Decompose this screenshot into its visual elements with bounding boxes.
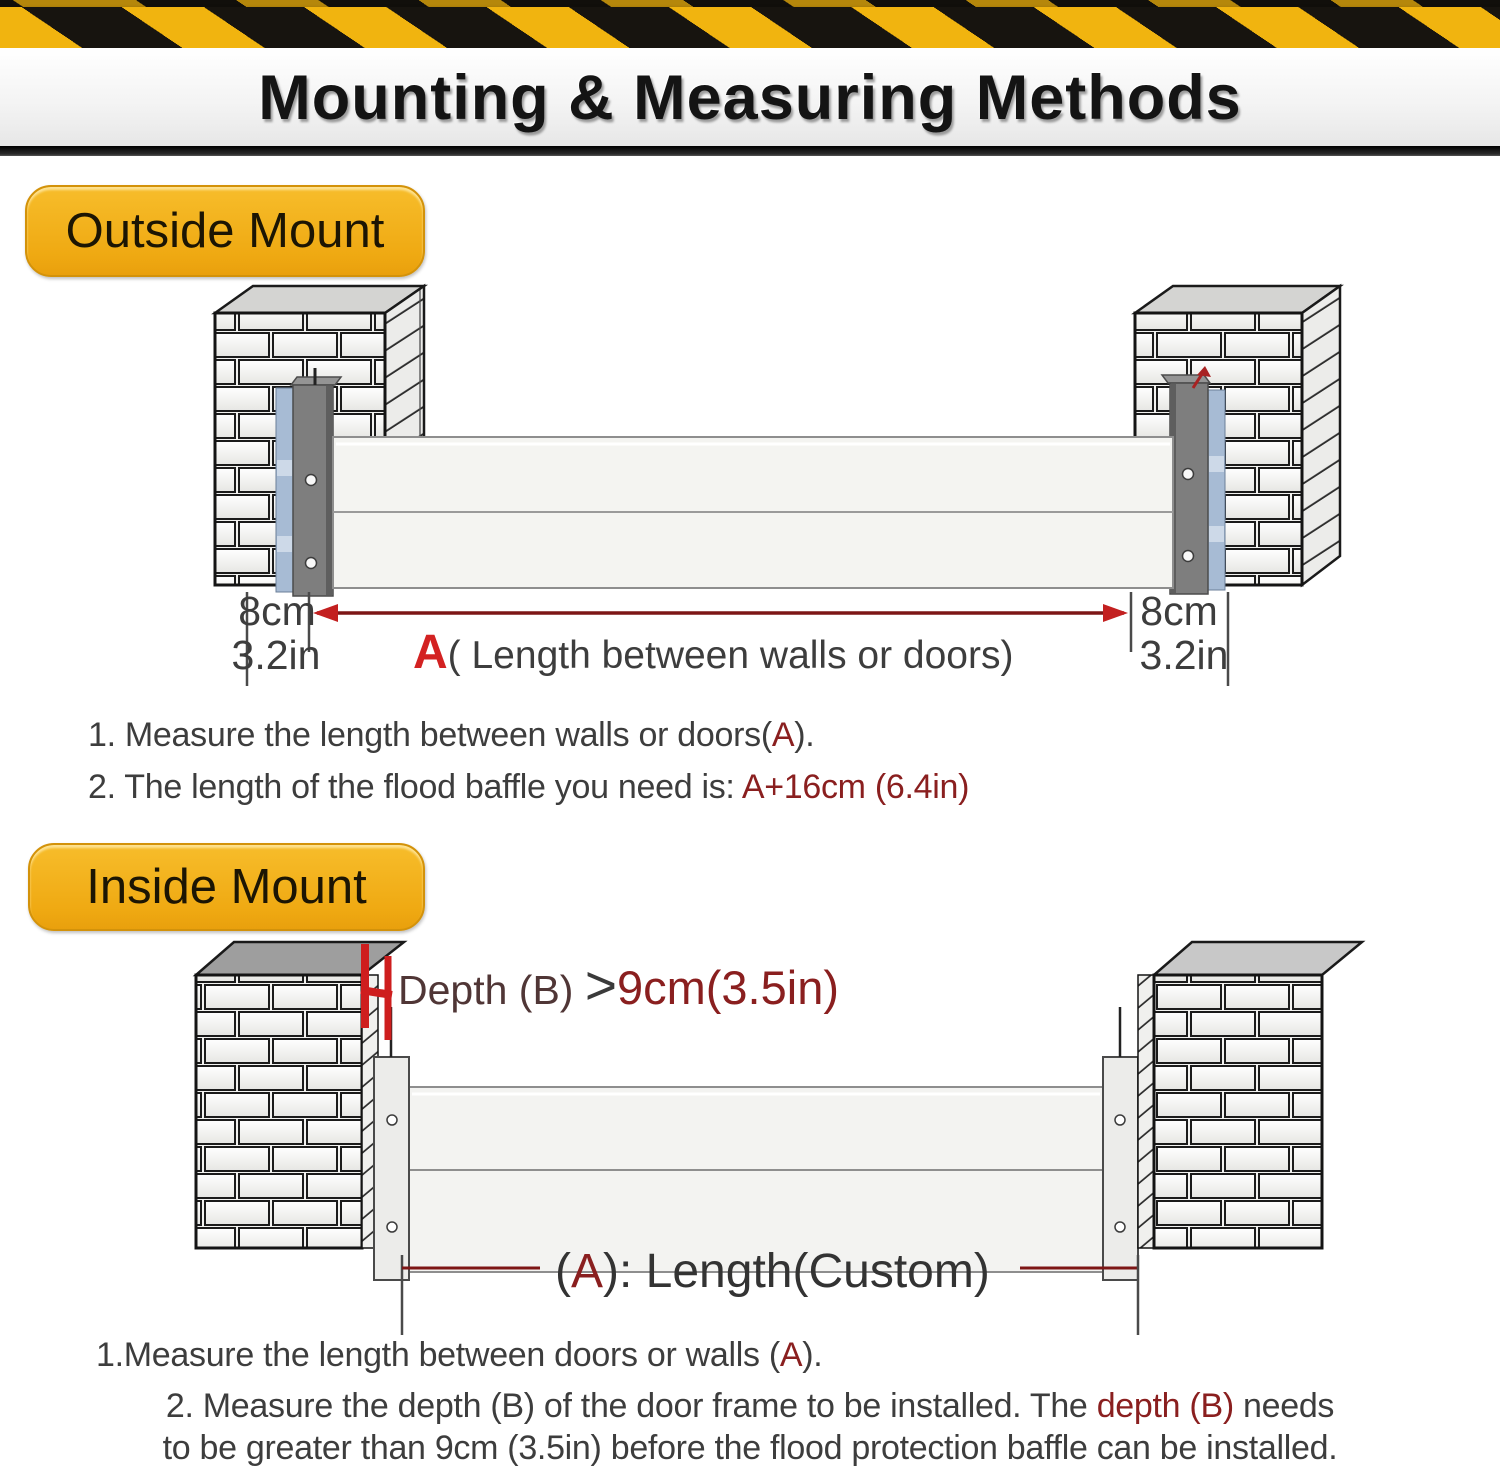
page-title: Mounting & Measuring Methods [258,63,1242,133]
screw-hole [306,558,317,569]
pillar-brick-face [1154,975,1322,1248]
screw-hole [1115,1222,1125,1232]
step-text: 1. Measure the length between walls or doors( [88,716,772,754]
outside-mount-badge [25,185,425,277]
screw-hole [387,1115,397,1125]
pillar-side-face [1302,286,1340,585]
left-offset-in: 3.2in [231,632,321,678]
span-label [413,626,1013,679]
arrow-head-left [313,604,338,622]
depth-bracket-rung [361,990,392,995]
step-highlight: depth (B) [1096,1387,1234,1425]
seal-pad [1209,526,1224,542]
seal-pad [277,536,292,552]
outside-left-channel [276,368,341,596]
screw-hole [1183,469,1194,480]
step-text: 2. Measure the depth (B) of the door frame to be installed. The [165,1387,1097,1425]
depth-label-prefix: Depth (B) [398,967,585,1013]
screw-hole [1115,1115,1125,1125]
inside-left-plate [374,1007,409,1280]
span-label-rest: ( Length between walls or doors) [447,634,1014,677]
step-text: to be greater than 9cm (3.5in) before the flood protection baffle can be installed. [162,1429,1338,1467]
step-text: ). [802,1336,823,1374]
outside-dimension [232,588,1229,686]
pillar-inner-face [1138,975,1154,1248]
length-label-open: ( [555,1245,571,1298]
inside-right-plate [1103,1007,1138,1280]
outside-step-2 [88,768,969,807]
step-highlight: A+16cm (6.4in) [741,768,970,806]
mounting-plate [374,1057,409,1280]
inside-mount-badge [28,843,425,931]
seal-pad [277,460,292,476]
pillar-top-face [1154,942,1362,975]
screw-hole [306,475,317,486]
depth-label [398,954,839,1016]
step-text: 1.Measure the length between doors or walls ( [96,1336,780,1374]
channel-cap [1162,375,1210,383]
channel-shade [326,386,333,595]
step-highlight: A [779,1336,803,1374]
inside-step-1 [96,1336,822,1375]
outside-mount-badge-label: Outside Mount [65,204,385,258]
seal-strip [1208,390,1225,590]
screw-hole [387,1222,397,1232]
inside-right-pillar [1138,942,1362,1248]
pillar-top-face [196,942,404,975]
hazard-tape [0,7,1500,48]
outside-mount-diagram [0,278,1500,690]
span-label-a: A [413,626,448,679]
outside-step-1 [88,716,814,755]
greater-than-sign: > [584,954,617,1016]
step-text: ). [794,716,815,754]
seal-strip [276,388,293,592]
arrow-head-right [1103,604,1128,622]
inside-mount-badge-label: Inside Mount [86,860,367,914]
title-divider [0,146,1500,156]
step-highlight: A [771,716,795,754]
left-offset-cm: 8cm [238,588,316,634]
hazard-tape-top [0,0,1500,7]
right-offset-in: 3.2in [1139,632,1229,678]
inside-step-2 [30,1385,1470,1469]
step-text: 2. The length of the flood baffle you need is: [88,768,742,806]
length-label-a: A [570,1245,603,1298]
length-label-rest: ): Length(Custom) [603,1245,990,1298]
flood-barrier [333,437,1173,588]
seal-pad [1209,456,1224,472]
mounting-plate [1103,1057,1138,1280]
step-text: needs [1233,1387,1335,1425]
inside-mount-diagram [0,930,1500,1350]
title-band [0,48,1500,146]
pillar-brick-face [196,975,362,1248]
right-offset-cm: 8cm [1140,588,1218,634]
depth-value: 9cm(3.5in) [616,961,839,1014]
screw-hole [1183,551,1194,562]
length-label [555,1245,990,1298]
